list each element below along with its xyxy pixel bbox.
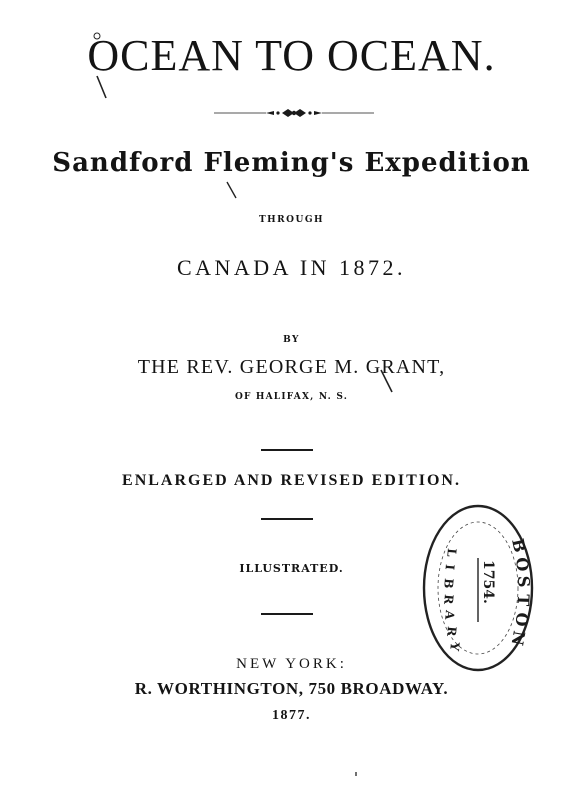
svg-text:1754.: 1754.: [480, 560, 496, 604]
svg-text:B: B: [441, 577, 456, 590]
library-stamp: [418, 500, 536, 676]
illustrated-label: ILLUSTRATED.: [239, 562, 344, 575]
rule-divider-3: [261, 613, 313, 615]
edition-statement: ENLARGED AND REVISED EDITION.: [122, 472, 461, 489]
svg-text:R: R: [441, 593, 456, 605]
through-label: THROUGH: [258, 215, 325, 225]
canada-heading: CANADA IN 1872.: [176, 255, 407, 280]
publisher-name: R. WORTHINGTON, 750 BROADWAY.: [134, 679, 449, 698]
rule-divider-2: [261, 518, 313, 520]
svg-text:N: N: [507, 629, 529, 648]
svg-text:O: O: [512, 556, 533, 573]
svg-text:I: I: [442, 563, 457, 571]
svg-text:Y: Y: [447, 641, 462, 652]
svg-text:S: S: [514, 575, 534, 588]
book-title: OCEAN TO OCEAN.: [87, 31, 496, 80]
publisher-city: NEW YORK:: [236, 656, 347, 672]
ornament-divider: [214, 106, 374, 120]
by-label: BY: [283, 335, 300, 345]
svg-text:L: L: [444, 547, 459, 558]
svg-text:T: T: [513, 593, 533, 607]
expedition-subtitle: Sandford Fleming's Expedition: [52, 148, 531, 178]
svg-text:O: O: [511, 611, 532, 628]
svg-text:B: B: [508, 536, 530, 555]
rule-divider-1: [261, 449, 313, 451]
author-location: OF HALIFAX, N. S.: [234, 392, 349, 402]
author-name: THE REV. GEORGE M. GRANT,: [137, 356, 446, 378]
svg-text:R: R: [444, 625, 459, 637]
publication-year: 1877.: [272, 708, 311, 723]
svg-text:A: A: [442, 609, 457, 621]
